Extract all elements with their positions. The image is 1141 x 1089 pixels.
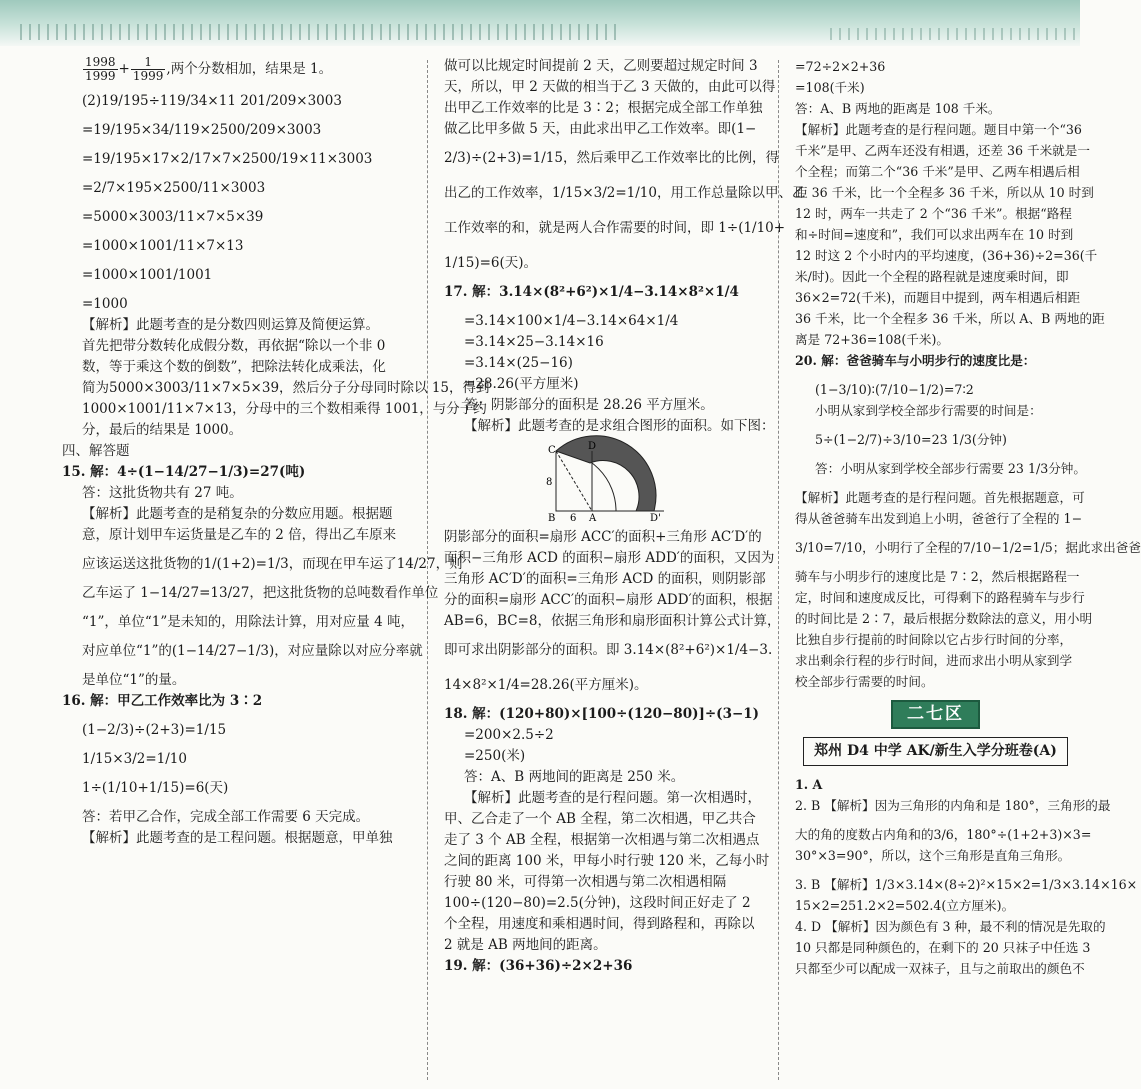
analysis-text: 小明从家到学校全部步行需要的时间是： xyxy=(815,403,1042,418)
analysis-text: AB=6，BC=8，依据三角形和扇形面积计算公式计算， xyxy=(444,613,781,629)
answer-4-cont: 10 只都是同种颜色的，在剩下的 20 只袜子中任选 3 xyxy=(795,940,1091,955)
analysis-text: 千米”是甲、乙两车还没有相遇，还差 36 千米就是一 xyxy=(795,143,1090,158)
label-8: 8 xyxy=(546,477,553,488)
calc-line: =3.14×(25−16) xyxy=(464,355,573,371)
analysis-text: 定，时间和速度成反比，可得剩下的路程骑车与步行 xyxy=(795,590,1085,605)
question-17: 17. 解：3.14×(8²+6²)×1/4−3.14×8²×1/4 xyxy=(444,284,739,300)
calc-line: 1÷(1/10+1/15)=6(天) xyxy=(82,780,229,796)
answer-3-cont: 15×2=251.2×2=502.4(立方厘米)。 xyxy=(795,898,1015,913)
column-middle xyxy=(444,56,806,977)
analysis-text: 分的面积=扇形 ACC′的面积−扇形 ADD′的面积，根据 xyxy=(444,592,773,608)
analysis-text: 3/10=7/10，小明行了全程的7/10−1/2=1/5；据此求出爸爸 xyxy=(795,540,1141,555)
analysis-text: 工作效率的和，就是两人合作需要的时间，即 1÷(1/10+ xyxy=(444,220,786,236)
section-wrap xyxy=(795,700,1076,729)
answer-4: 4. D 【解析】因为颜色有 3 种，最不利的情况是先取的 xyxy=(795,919,1106,934)
answer-text: 答：这批货物共有 27 吨。 xyxy=(82,485,243,501)
question-19: 19. 解：(36+36)÷2×2+36 xyxy=(444,958,633,974)
numerator: 1 xyxy=(131,56,166,70)
column-divider-2 xyxy=(778,60,779,1080)
label-c: C xyxy=(548,445,556,456)
answer-text: 答：A、B 两地的距离是 108 千米。 xyxy=(795,101,1001,116)
analysis-text: 校全部步行需要的时间。 xyxy=(795,674,934,689)
analysis-text: 之间的距离 100 米，甲每小时行驶 120 米，乙每小时 xyxy=(444,853,770,869)
label-a: A xyxy=(589,513,597,524)
analysis-text: 做乙比甲多做 5 天，由此求出甲乙工作效率。即(1− xyxy=(444,121,757,137)
analysis-text: 【解析】此题考查的是行程问题。题目中第一个“36 xyxy=(795,122,1082,137)
analysis-text: 面积−三角形 ACD 的面积−扇形 ADD′的面积，又因为 xyxy=(444,550,775,566)
analysis-text: 的时间比是 2∶7，最后根据分数除法的意义，用小明 xyxy=(795,611,1093,626)
question-15: 15. 解：4÷(1−14/27−1/3)=27(吨) xyxy=(62,464,306,480)
analysis-text: 36 千米，比一个全程多 36 千米，所以 A、B 两地的距 xyxy=(795,311,1105,326)
calc-line: =108(千米) xyxy=(795,80,865,95)
analysis-text: 即可求出阴影部分的面积。即 3.14×(8²+6²)×1/4−3. xyxy=(444,642,773,658)
analysis-text: 比独自步行提前的时间除以它占步行时间的分率， xyxy=(795,632,1073,647)
answer-2-cont: 30°×3=90°，所以，这个三角形是直角三角形。 xyxy=(795,848,1071,863)
shaded-region xyxy=(556,436,656,511)
analysis-text: 阴影部分的面积=扇形 ACC′的面积+三角形 AC′D′的 xyxy=(444,529,762,545)
section-heading: 四、解答题 xyxy=(62,443,130,459)
analysis-text: 是单位“1”的量。 xyxy=(82,672,186,688)
fraction xyxy=(131,56,166,83)
analysis-text: 简为5000×3003/11×7×5×39，然后分子分母同时除以 15，得到 xyxy=(82,380,490,396)
label-6: 6 xyxy=(570,513,577,524)
analysis-text: 个全程，用速度和乘相遇时间，得到路程和，再除以 xyxy=(444,916,755,932)
analysis-text: 得从爸爸骑车出发到追上小明，爸爸行了全程的 1− xyxy=(795,511,1083,526)
header-pattern-right xyxy=(830,28,1080,40)
analysis-text: 乙车运了 1−14/27=13/27，把这批货物的总吨数看作单位 xyxy=(82,585,439,601)
calc-line: =2/7×195×2500/11×3003 xyxy=(82,180,266,196)
exam-title: 郑州 D4 中学 AK/新生入学分班卷(A) xyxy=(803,737,1068,766)
analysis-text: 米/时)。因此一个全程的路程就是速度乘时间，即 xyxy=(795,269,1069,284)
header-pattern-left xyxy=(20,24,620,40)
analysis-text: 2 就是 AB 两地间的距离。 xyxy=(444,937,607,953)
calc-line: =1000×1001/11×7×13 xyxy=(82,238,244,254)
calc-line: =1000 xyxy=(82,296,128,312)
answer-text: 答：A、B 两地间的距离是 250 米。 xyxy=(464,769,685,785)
exam-title-wrap xyxy=(795,737,1076,766)
analysis-text: 做可以比规定时间提前 2 天，乙则要超过规定时间 3 xyxy=(444,58,758,74)
analysis-text: 出甲乙工作效率的比是 3∶2；根据完成全部工作单独 xyxy=(444,100,763,116)
calc-line: (1−3/10)∶(7/10−1/2)=7∶2 xyxy=(815,382,974,397)
calc-line: 5÷(1−2/7)÷3/10=23 1/3(分钟) xyxy=(815,432,1007,447)
calc-line: =19/195×34/119×2500/209×3003 xyxy=(82,122,322,138)
calc-line: (1−2/3)÷(2+3)=1/15 xyxy=(82,722,227,738)
fraction-sum-line: $\frac{1998}{1999}$ + $\frac{1}{1999}$ ,两个分数相加，结果是 1。 xyxy=(85,55,333,83)
analysis-text: 甲、乙合走了一个 AB 全程，第二次相遇，甲乙共合 xyxy=(444,811,756,827)
answer-text: 答：小明从家到学校全部步行需要 23 1/3分钟。 xyxy=(815,461,1086,476)
analysis-text: 和÷时间=速度和”，我们可以求出两车在 10 时到 xyxy=(795,227,1074,242)
answer-2-cont: 大的角的度数占内角和的3/6，180°÷(1+2+3)×3= xyxy=(795,827,1092,842)
analysis-text: 100÷(120−80)=2.5(分钟)，这段时间正好走了 2 xyxy=(444,895,751,911)
answer-4-cont: 只都至少可以配成一双袜子，且与之前取出的颜色不 xyxy=(795,961,1085,976)
calc-line: =5000×3003/11×7×5×39 xyxy=(82,209,264,225)
analysis-text: 首先把带分数转化成假分数，再依据“除以一个非 0 xyxy=(82,338,386,354)
label-b: B xyxy=(548,513,556,524)
analysis-text: “1”，单位“1”是未知的，用除法计算，用对应量 4 吨， xyxy=(82,614,414,630)
analysis-text: 应该运送这批货物的1/(1+2)=1/3，而现在甲车运了14/27，则 xyxy=(82,556,463,572)
analysis-text: 1/15)=6(天)。 xyxy=(444,255,538,271)
numerator: 1998 xyxy=(85,55,116,69)
answer-3: 3. B 【解析】1/3×3.14×(8÷2)²×15×2=1/3×3.14×16× xyxy=(795,877,1138,892)
analysis-text: 数，等于乘这个数的倒数”，把除法转化成乘法，化 xyxy=(82,359,386,375)
analysis-text: 距 36 千米，比一个全程多 36 千米，所以从 10 时到 xyxy=(795,185,1094,200)
geometry-figure xyxy=(544,441,684,523)
answer-2: 2. B 【解析】因为三角形的内角和是 180°，三角形的最 xyxy=(795,798,1111,813)
analysis-text: 【解析】此题考查的是求组合图形的面积。如下图： xyxy=(464,418,775,434)
text: ,两个分数相加，结果是 1。 xyxy=(166,61,333,77)
analysis-text: 天，所以，甲 2 天做的相当于乙 3 天做的，由此可以得 xyxy=(444,79,776,95)
analysis-text: 个全程；而第二个“36 千米”是甲、乙两车相遇后相 xyxy=(795,164,1080,179)
analysis-text: 36×2=72(千米)，而题目中提到，两车相遇后相距 xyxy=(795,290,1081,305)
analysis-text: 2/3)÷(2+3)=1/15，然后乘甲乙工作效率比的比例，得 xyxy=(444,150,779,166)
analysis-text: 14×8²×1/4=28.26(平方厘米)。 xyxy=(444,677,648,693)
analysis-text: 出乙的工作效率，1/15×3/2=1/10，用工作总量除以甲、乙 xyxy=(444,185,806,201)
column-left xyxy=(62,55,490,849)
analysis-text: 【解析】此题考查的是行程问题。第一次相遇时， xyxy=(464,790,761,806)
denominator: 1999 xyxy=(132,69,164,83)
analysis-text: 离是 72+36=108(千米)。 xyxy=(795,332,949,347)
analysis-text: 12 时，两车一共走了 2 个“36 千米”。根据“路程 xyxy=(795,206,1072,221)
analysis-text: 1000×1001/11×7×13，分母中的三个数相乘得 1001，与分子约 xyxy=(82,401,487,417)
analysis-text: 三角形 AC′D′的面积=三角形 ACD 的面积，则阴影部 xyxy=(444,571,766,587)
calc-line: =19/195×17×2/17×7×2500/19×11×3003 xyxy=(82,151,373,167)
label-d: D xyxy=(588,441,597,452)
answer-text: 答：阴影部分的面积是 28.26 平方厘米。 xyxy=(464,397,714,413)
denominator: 1999 xyxy=(85,69,116,83)
calc-line: 1/15×3/2=1/10 xyxy=(82,751,187,767)
analysis-text: 行驶 80 米，可得第一次相遇与第二次相遇相隔 xyxy=(444,874,727,890)
analysis-text: 分，最后的结果是 1000。 xyxy=(82,422,243,438)
calc-line: (2)19/195÷119/34×11 201/209×3003 xyxy=(82,93,342,109)
question-18: 18. 解：(120+80)×[100÷(120−80)]÷(3−1) xyxy=(444,706,760,722)
calc-line: =1000×1001/1001 xyxy=(82,267,213,283)
analysis-text: 意，原计划甲车运货量是乙车的 2 倍，得出乙车原来 xyxy=(82,527,397,543)
answer-text: 答：若甲乙合作，完成全部工作需要 6 天完成。 xyxy=(82,809,370,825)
analysis-text: 【解析】此题考查的是分数四则运算及简便运算。 xyxy=(82,317,379,333)
calc-line: =72÷2×2+36 xyxy=(795,59,886,74)
analysis-text: 求出剩余行程的步行时间，进而求出小明从家到学 xyxy=(795,653,1073,668)
answer-1: 1. A xyxy=(795,777,823,792)
analysis-text: 对应单位“1”的(1−14/27−1/3)，对应量除以对应分率就 xyxy=(82,643,423,659)
analysis-text: 走了 3 个 AB 全程，根据第一次相遇与第二次相遇点 xyxy=(444,832,760,848)
column-right xyxy=(795,56,1141,979)
district-section-badge: 二七区 xyxy=(891,700,980,729)
question-20: 20. 解：爸爸骑车与小明步行的速度比是： xyxy=(795,353,1036,368)
calc-line: =28.26(平方厘米) xyxy=(464,376,579,392)
calc-line: =250(米) xyxy=(464,748,526,764)
label-d-prime: D' xyxy=(650,513,661,524)
question-16: 16. 解：甲乙工作效率比为 3∶2 xyxy=(62,693,263,709)
calc-line: =200×2.5÷2 xyxy=(464,727,554,743)
analysis-text: 【解析】此题考查的是稍复杂的分数应用题。根据题 xyxy=(82,506,393,522)
calc-line: =3.14×100×1/4−3.14×64×1/4 xyxy=(464,313,679,329)
fraction xyxy=(83,56,118,83)
calc-line: =3.14×25−3.14×16 xyxy=(464,334,604,350)
analysis-text: 12 时这 2 个小时内的平均速度，(36+36)÷2=36(千 xyxy=(795,248,1098,263)
analysis-text: 骑车与小明步行的速度比是 7∶2，然后根据路程一 xyxy=(795,569,1080,584)
analysis-text: 【解析】此题考查的是行程问题。首先根据题意，可 xyxy=(795,490,1085,505)
analysis-text: 【解析】此题考查的是工程问题。根据题意，甲单独 xyxy=(82,830,393,846)
